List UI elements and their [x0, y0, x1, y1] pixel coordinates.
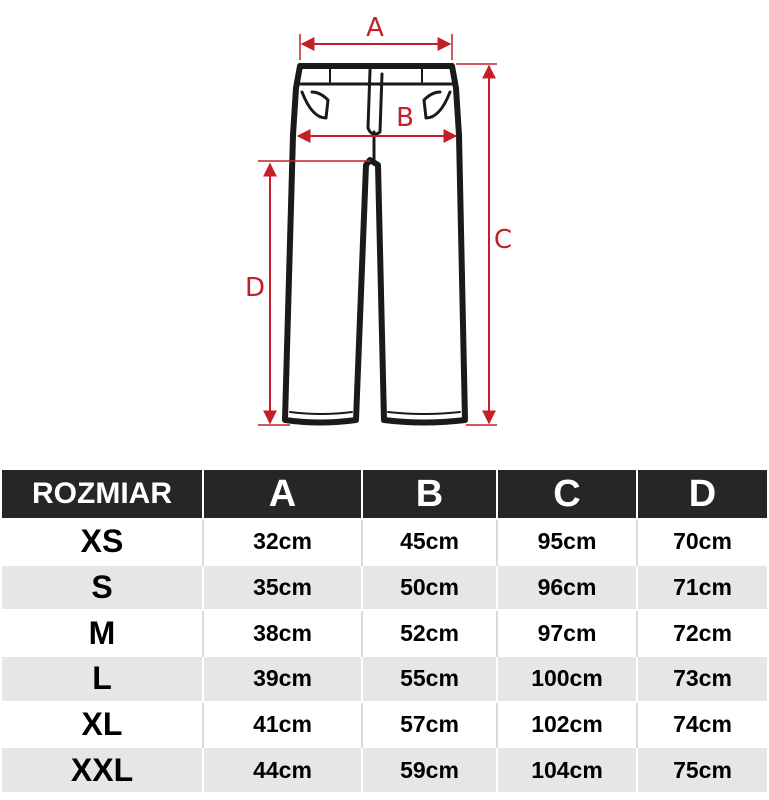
value-cell: 97cm	[497, 610, 637, 656]
label-c: C	[493, 225, 513, 255]
header-d: D	[637, 470, 767, 519]
value-cell: 57cm	[362, 702, 497, 748]
pants-outer-outline	[285, 66, 465, 423]
value-cell: 104cm	[497, 747, 637, 792]
value-cell: 74cm	[637, 702, 767, 748]
label-d: D	[244, 273, 266, 303]
label-b: B	[396, 103, 414, 133]
table-row	[2, 519, 767, 565]
table-row	[2, 610, 767, 656]
value-cell: 59cm	[362, 747, 497, 792]
fly-seam	[368, 70, 382, 134]
size-cell: XXL	[2, 747, 203, 792]
value-cell: 100cm	[497, 656, 637, 702]
value-cell: 41cm	[203, 702, 362, 748]
value-cell: 72cm	[637, 610, 767, 656]
value-cell: 44cm	[203, 747, 362, 792]
left-pocket	[302, 92, 328, 118]
table-row	[2, 747, 767, 792]
value-cell: 35cm	[203, 565, 362, 611]
value-cell: 32cm	[203, 519, 362, 565]
label-a: A	[366, 13, 384, 43]
value-cell: 38cm	[203, 610, 362, 656]
value-cell: 55cm	[362, 656, 497, 702]
size-cell: S	[2, 565, 203, 611]
right-pocket	[424, 92, 450, 118]
value-cell: 73cm	[637, 656, 767, 702]
value-cell: 102cm	[497, 702, 637, 748]
value-cell: 39cm	[203, 656, 362, 702]
pants-drawing	[285, 66, 465, 423]
table-row	[2, 656, 767, 702]
header-size: ROZMIAR	[2, 470, 203, 519]
size-chart-table	[2, 470, 767, 792]
value-cell: 96cm	[497, 565, 637, 611]
size-cell: M	[2, 610, 203, 656]
size-cell: XS	[2, 519, 203, 565]
header-a: A	[203, 470, 362, 519]
value-cell: 95cm	[497, 519, 637, 565]
table-header-row	[2, 470, 767, 519]
table-row	[2, 565, 767, 611]
value-cell: 70cm	[637, 519, 767, 565]
value-cell: 52cm	[362, 610, 497, 656]
value-cell: 50cm	[362, 565, 497, 611]
value-cell: 75cm	[637, 747, 767, 792]
header-b: B	[362, 470, 497, 519]
value-cell: 71cm	[637, 565, 767, 611]
left-hem	[290, 412, 352, 414]
value-cell: 45cm	[362, 519, 497, 565]
right-hem	[388, 412, 460, 414]
size-cell: L	[2, 656, 203, 702]
header-c: C	[497, 470, 637, 519]
table-row	[2, 702, 767, 748]
size-cell: XL	[2, 702, 203, 748]
